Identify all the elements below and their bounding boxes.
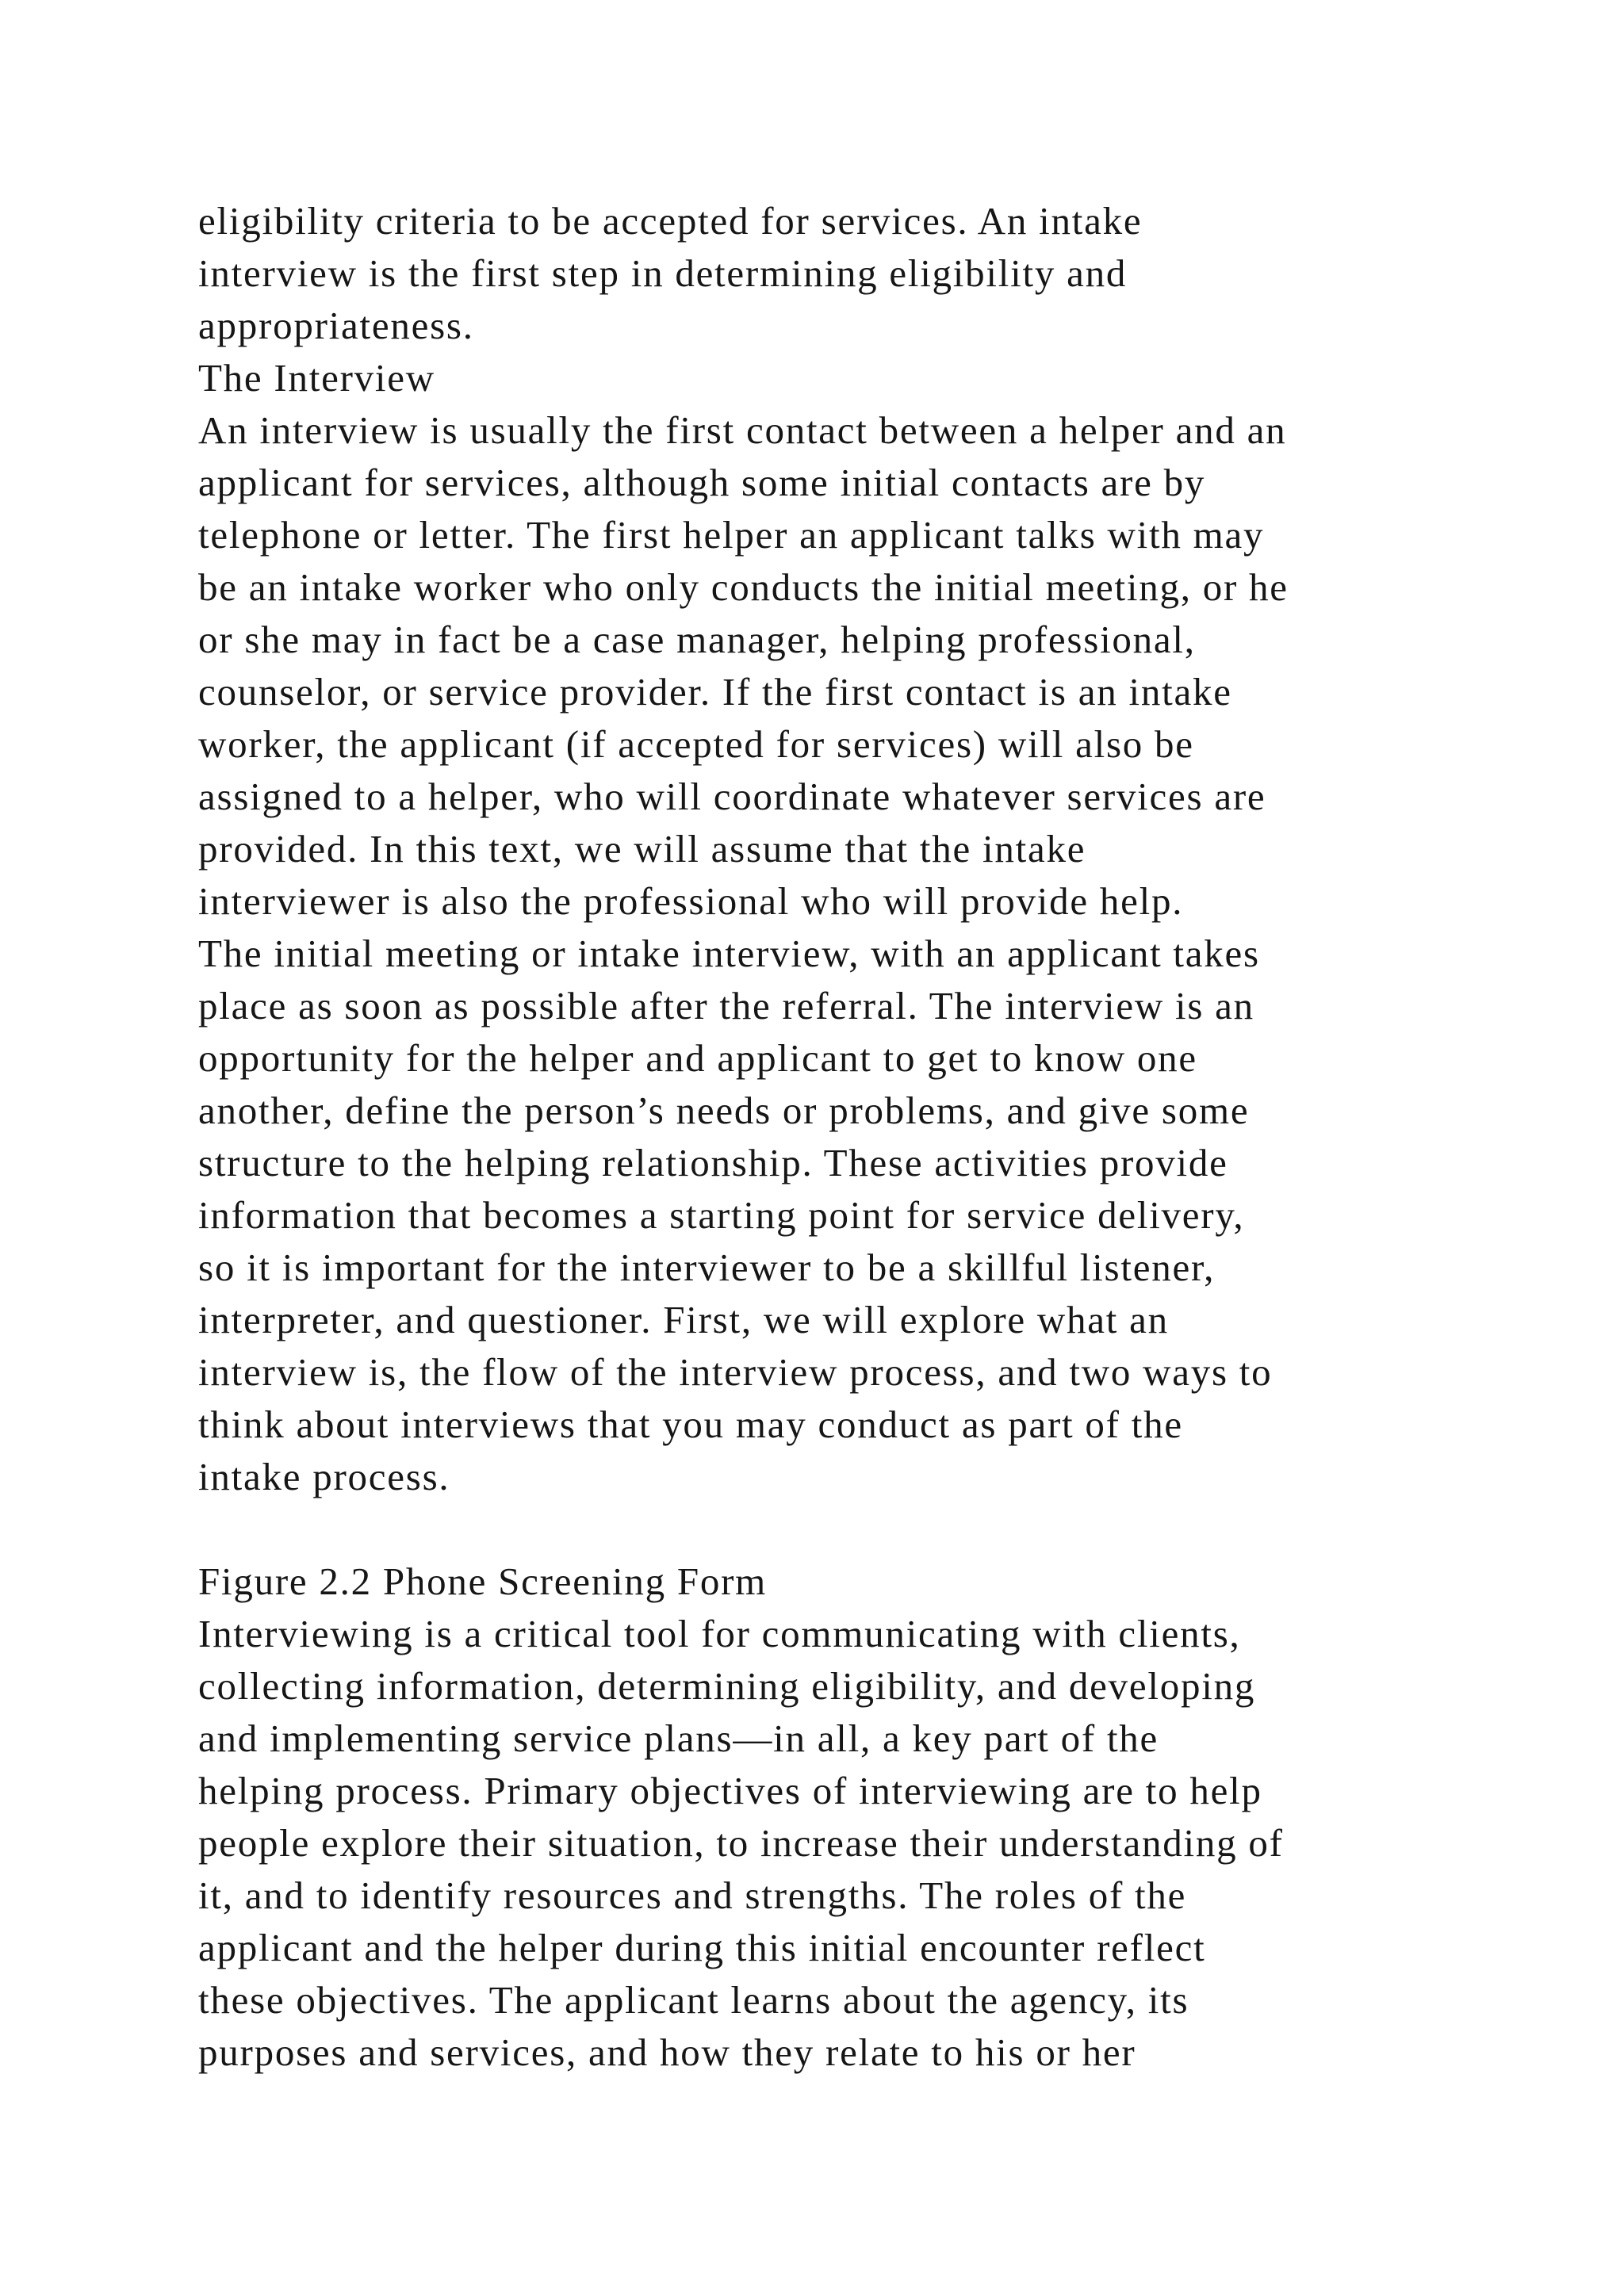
text-line: assigned to a helper, who will coordinate whatever services are bbox=[198, 775, 1266, 818]
text-line: opportunity for the helper and applicant to get to know one bbox=[198, 1036, 1197, 1080]
text-line: interviewer is also the professional who will provide help. bbox=[198, 879, 1184, 923]
text-line: Interviewing is a critical tool for communicating with clients, bbox=[198, 1612, 1241, 1655]
text-line: think about interviews that you may conduct as part of the bbox=[198, 1402, 1183, 1446]
text-line: structure to the helping relationship. These activities provide bbox=[198, 1141, 1228, 1184]
text-line: information that becomes a starting point for service delivery, bbox=[198, 1193, 1245, 1237]
text-line: interview is, the flow of the interview process, and two ways to bbox=[198, 1350, 1273, 1394]
figure-caption: Figure 2.2 Phone Screening Form bbox=[198, 1559, 768, 1603]
text-line: provided. In this text, we will assume that the intake bbox=[198, 827, 1086, 871]
text-line: An interview is usually the first contact between a helper and an bbox=[198, 408, 1287, 452]
body-text bbox=[198, 195, 1562, 2079]
text-line: it, and to identify resources and strengths. The roles of the bbox=[198, 1873, 1187, 1917]
text-line: worker, the applicant (if accepted for services) will also be bbox=[198, 722, 1194, 766]
text-line: interview is the first step in determining eligibility and bbox=[198, 251, 1128, 295]
text-line: place as soon as possible after the referral. The interview is an bbox=[198, 984, 1254, 1027]
text-line: and implementing service plans—in all, a key part of the bbox=[198, 1716, 1159, 1760]
section-heading: The Interview bbox=[198, 356, 435, 400]
text-line: collecting information, determining eligibility, and developing bbox=[198, 1664, 1256, 1708]
text-line: these objectives. The applicant learns about the agency, its bbox=[198, 1978, 1189, 2022]
text-line: purposes and services, and how they relate to his or her bbox=[198, 2030, 1136, 2074]
text-line: so it is important for the interviewer to be a skillful listener, bbox=[198, 1246, 1216, 1289]
text-line: intake process. bbox=[198, 1455, 450, 1498]
text-line: another, define the person’s needs or problems, and give some bbox=[198, 1089, 1250, 1132]
text-line: appropriateness. bbox=[198, 304, 474, 347]
text-line: helping process. Primary objectives of interviewing are to help bbox=[198, 1769, 1262, 1812]
text-line: be an intake worker who only conducts the initial meeting, or he bbox=[198, 565, 1289, 609]
text-line: eligibility criteria to be accepted for services. An intake bbox=[198, 199, 1143, 243]
text-line: The initial meeting or intake interview, with an applicant takes bbox=[198, 932, 1260, 975]
text-line: or she may in fact be a case manager, helping professional, bbox=[198, 618, 1196, 661]
text-line: applicant for services, although some initial contacts are by bbox=[198, 461, 1206, 504]
blank-line bbox=[198, 1503, 1562, 1556]
text-line: interpreter, and questioner. First, we will explore what an bbox=[198, 1298, 1169, 1341]
text-line: applicant and the helper during this initial encounter reflect bbox=[198, 1926, 1206, 1969]
text-line: telephone or letter. The first helper an applicant talks with may bbox=[198, 513, 1265, 557]
text-line: people explore their situation, to increase their understanding of bbox=[198, 1821, 1284, 1865]
text-line: counselor, or service provider. If the first contact is an intake bbox=[198, 670, 1232, 714]
